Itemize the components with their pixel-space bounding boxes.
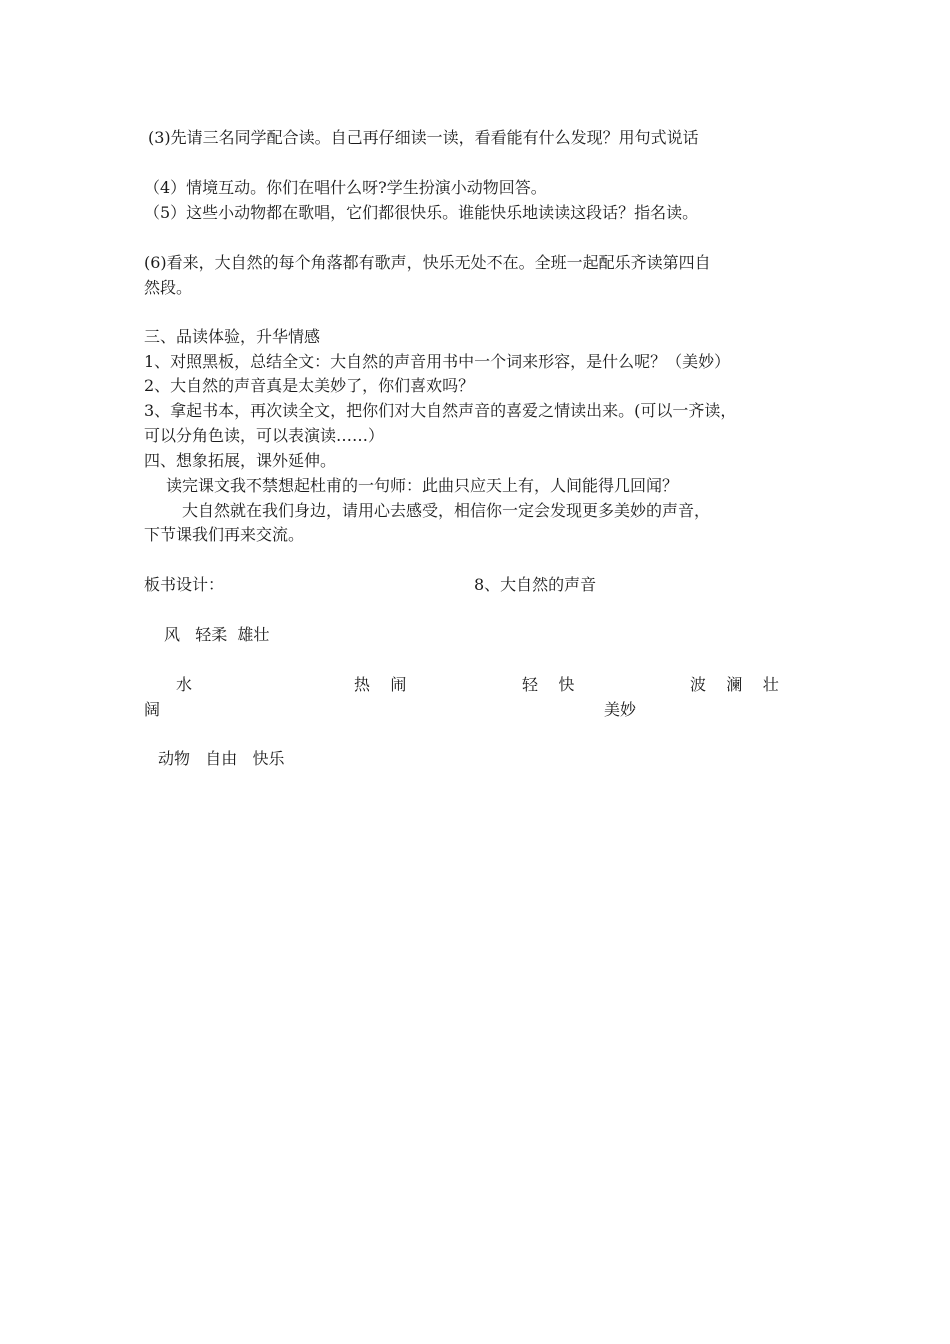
board-design-title: 8、大自然的声音 (474, 575, 597, 594)
section-4-paragraph-2-line-1: 大自然就在我们身边，请用心去感受，相信你一定会发现更多美妙的声音， (182, 501, 711, 520)
board-animal-row: 动物 自由 快乐 (158, 749, 285, 768)
board-water: 水 (176, 675, 193, 694)
step-6-text-line-1: (6)看来，大自然的每个角落都有歌声，快乐无处不在。全班一起配乐齐读第四自 (144, 253, 711, 272)
section-3-heading: 三、品读体验，升华情感 (144, 327, 321, 346)
board-wide: 阔 (144, 700, 161, 719)
board-beautiful: 美妙 (604, 700, 637, 719)
section-4-paragraph-1: 读完课文我不禁想起杜甫的一句师：此曲只应天上有，人间能得几回闻？ (166, 476, 679, 495)
board-waves: 波 澜 壮 (690, 675, 779, 694)
section-4-paragraph-2-line-2: 下节课我们再来交流。 (144, 525, 305, 544)
board-lively: 热 闹 (354, 675, 407, 694)
step-5-text: （5）这些小动物都在歌唱，它们都很快乐。谁能快乐地读读这段话？指名读。 (144, 203, 699, 222)
board-light-fast: 轻 快 (522, 675, 575, 694)
section-3-item-2: 2、大自然的声音真是太美妙了，你们喜欢吗？ (144, 376, 475, 395)
board-design-label: 板书设计： (144, 575, 225, 594)
step-4-text: （4）情境互动。你们在唱什么呀?学生扮演小动物回答。 (144, 178, 547, 197)
section-3-item-3-line-2: 可以分角色读，可以表演读……） (144, 426, 385, 445)
board-wind-row: 风 轻柔 雄壮 (164, 625, 270, 644)
section-4-heading: 四、想象拓展，课外延伸。 (144, 451, 337, 470)
step-6-text-line-2: 然段。 (144, 278, 193, 297)
section-3-item-3-line-1: 3、拿起书本，再次读全文，把你们对大自然声音的喜爱之情读出来。(可以一齐读， (144, 401, 737, 420)
section-3-item-1: 1、对照黑板，总结全文：大自然的声音用书中一个词来形容，是什么呢？（美妙） (144, 352, 731, 371)
step-3-text: (3)先请三名同学配合读。自己再仔细读一读，看看能有什么发现？用句式说话 (148, 128, 699, 147)
